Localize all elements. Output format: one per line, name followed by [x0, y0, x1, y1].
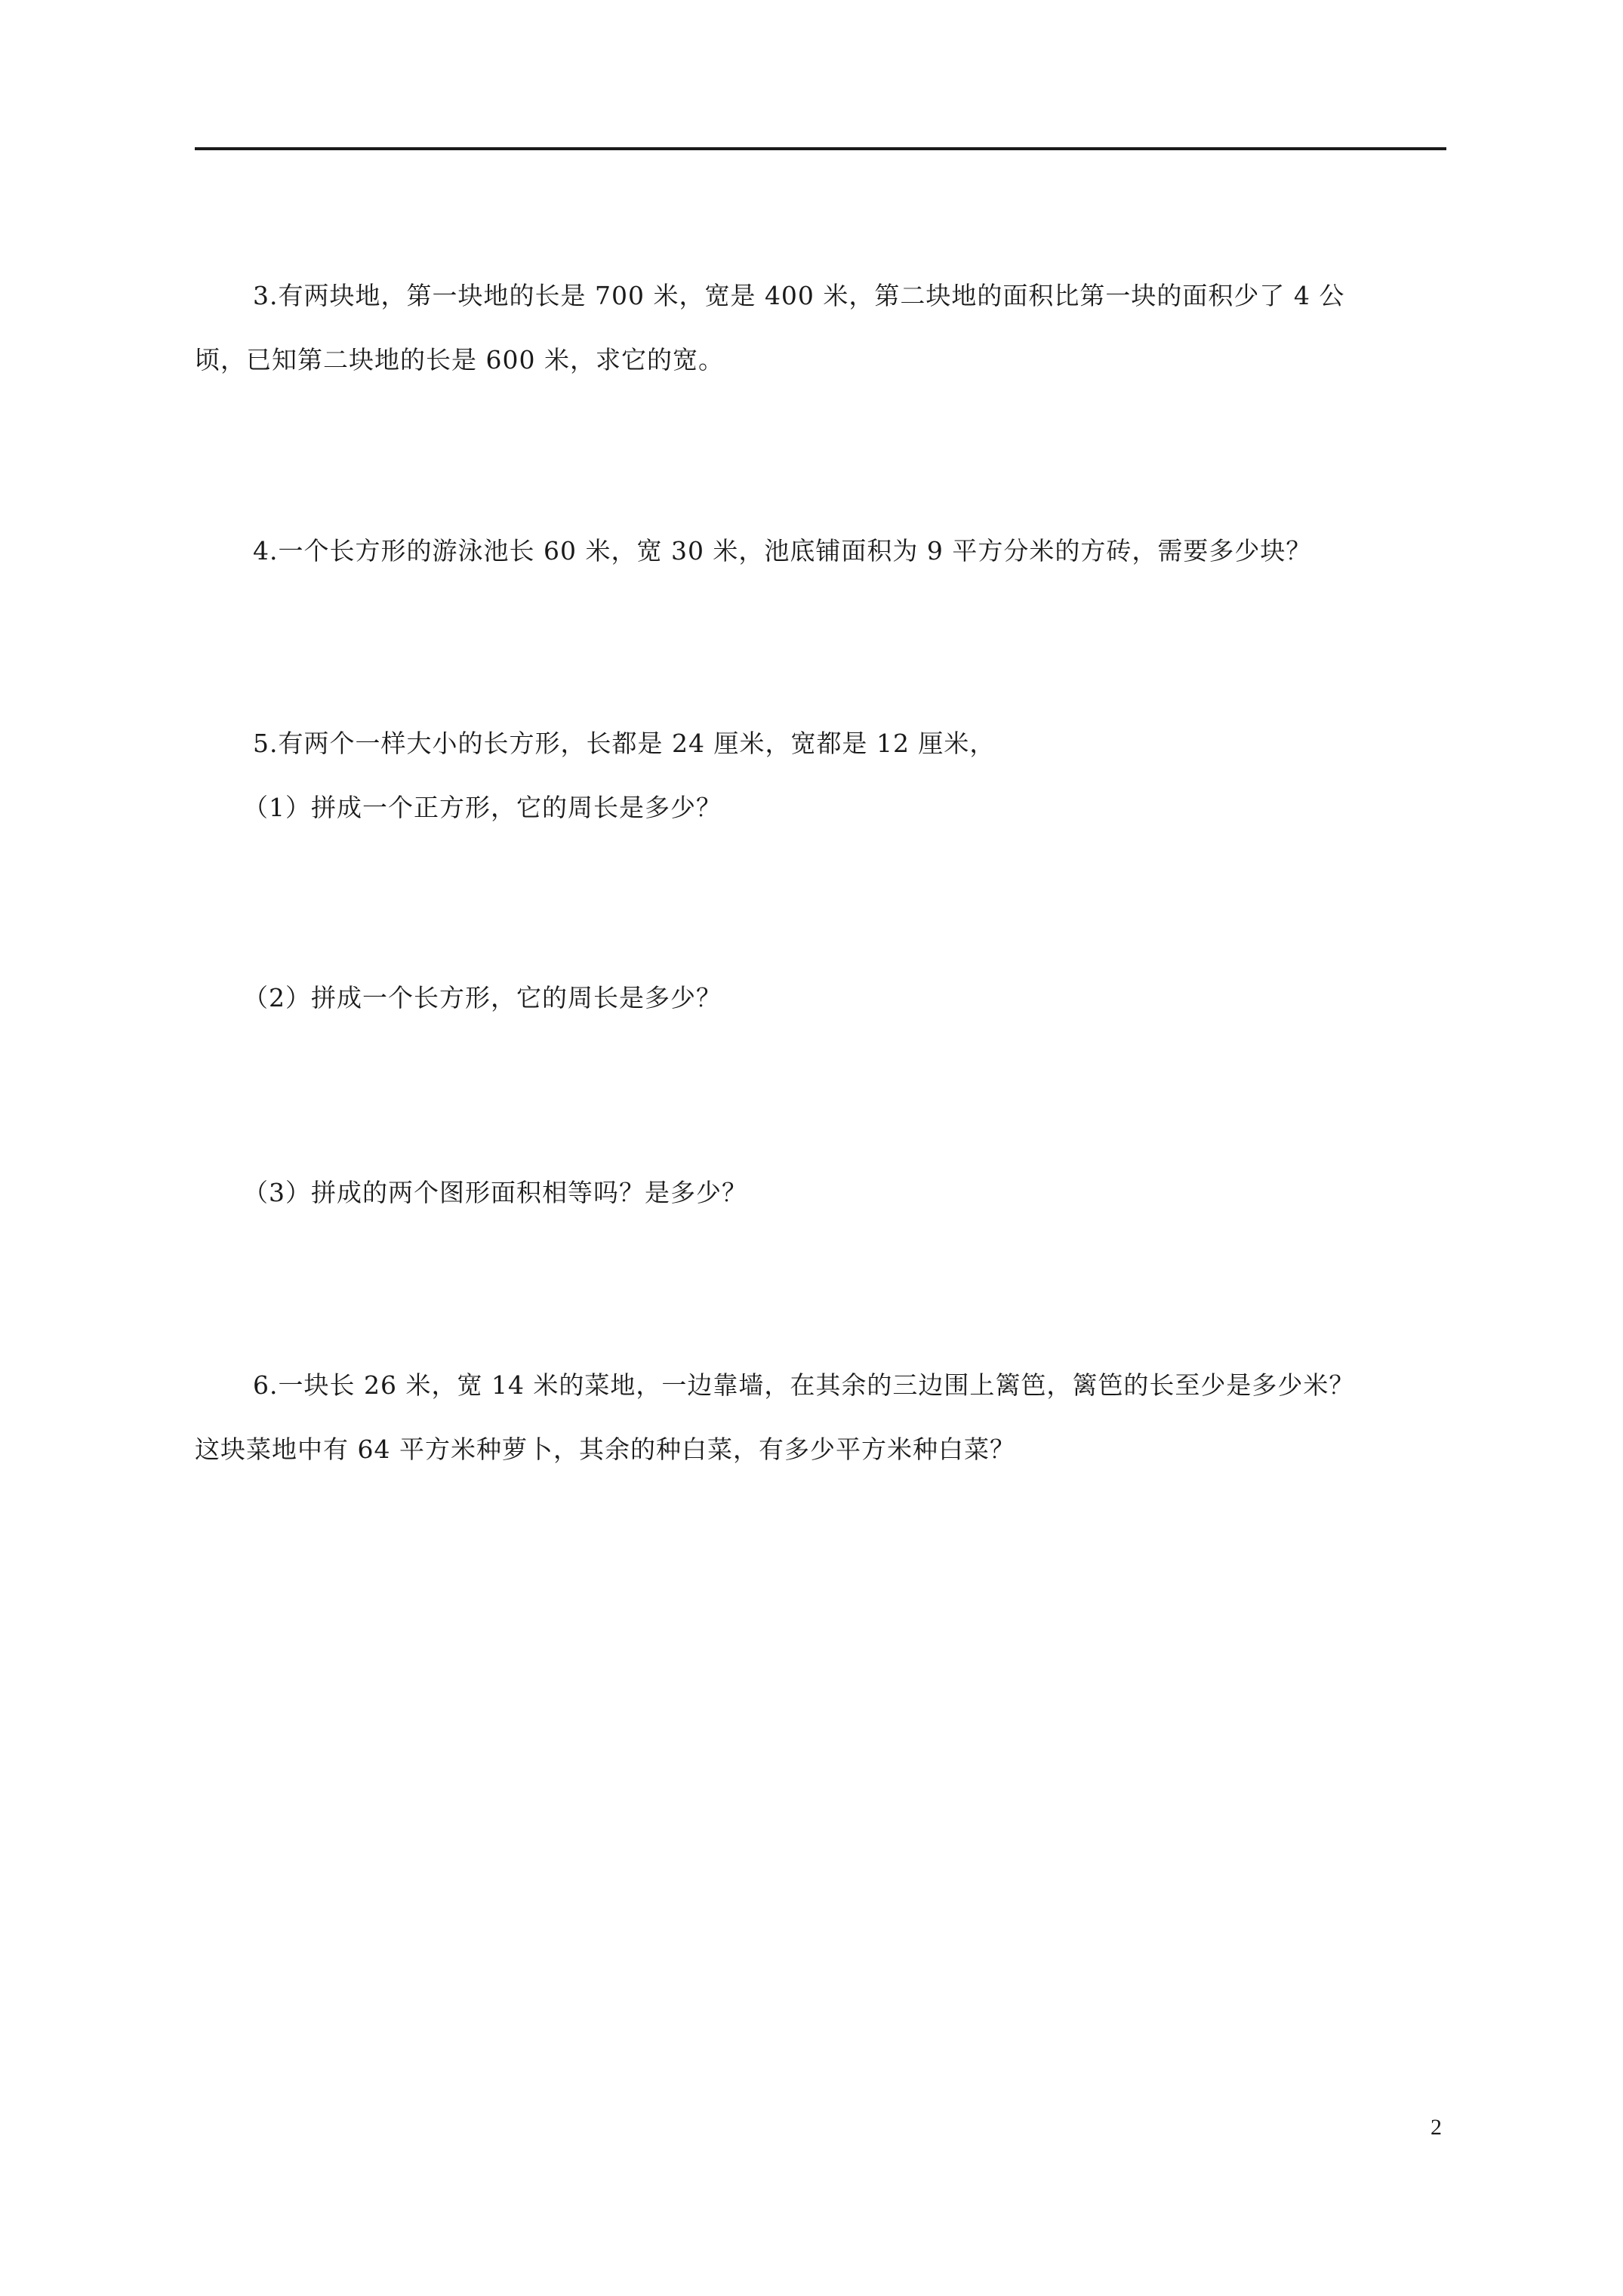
question-5-line-1: 5.有两个一样大小的长方形，长都是 24 厘米，宽都是 12 厘米， [253, 729, 996, 758]
question-6-line-2: 这块菜地中有 64 平方米种萝卜，其余的种白菜，有多少平方米种白菜？ [195, 1435, 1015, 1464]
question-4-line-1: 4.一个长方形的游泳池长 60 米，宽 30 米，池底铺面积为 9 平方分米的方砖，需要多少块？ [253, 536, 1312, 566]
header-rule [195, 147, 1446, 150]
question-5-sub-1: （1）拼成一个正方形，它的周长是多少？ [243, 793, 722, 822]
question-3-line-1: 3.有两块地，第一块地的长是 700 米，宽是 400 米，第二块地的面积比第一块的面积少了 4 公 [253, 281, 1345, 310]
question-6-line-1: 6.一块长 26 米，宽 14 米的菜地，一边靠墙，在其余的三边围上篱笆，篱笆的长至少是多少米？ [253, 1370, 1355, 1400]
question-3-line-2: 顷，已知第二块地的长是 600 米，求它的宽。 [195, 345, 724, 374]
question-5-sub-3: （3）拼成的两个图形面积相等吗？是多少？ [243, 1178, 747, 1207]
page-number: 2 [1431, 2115, 1442, 2140]
question-5-sub-2: （2）拼成一个长方形，它的周长是多少？ [243, 983, 722, 1012]
